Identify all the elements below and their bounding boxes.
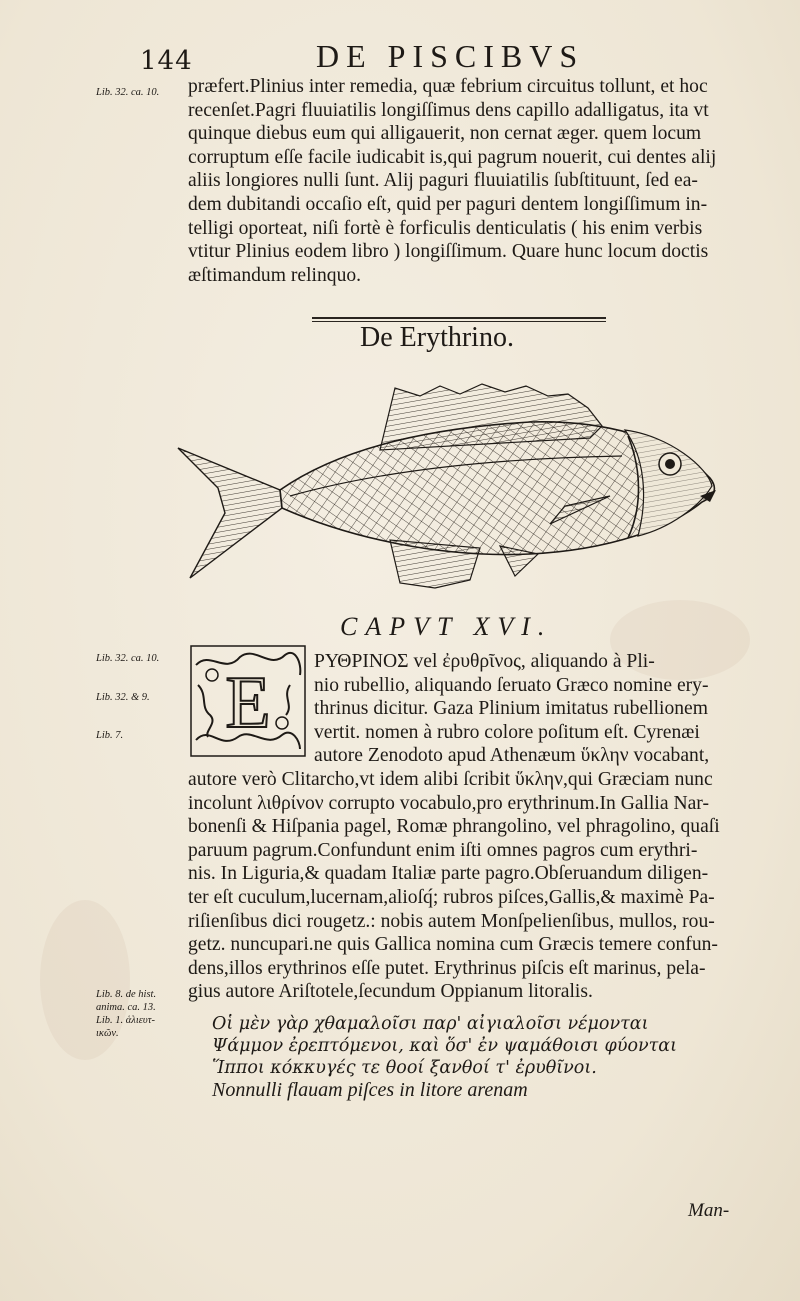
text-line: dem dubitandi occaſio eſt, quid per paguri dentem longiſſimum in-	[188, 193, 708, 215]
text-line: paruum pagrum.Confundunt enim iſti omnes pagros cum erythri-	[188, 839, 698, 861]
text-line: thrinus dicitur. Gaza Plinium imitatus rubellionem	[314, 698, 708, 720]
margin-note: ικῶν.	[96, 1028, 119, 1039]
decorated-initial	[190, 645, 306, 757]
text-line: incolunt λιθρίνον corrupto vocabulo,pro erythrinum.In Gallia Nar-	[188, 792, 709, 814]
text-line: autore verò Clitarcho,vt idem alibi ſcribit ὕκλην,qui Græciam nunc	[188, 769, 713, 790]
margin-note: Lib. 7.	[96, 730, 124, 741]
text-line: æſtimandum relinquo.	[188, 264, 362, 286]
fish-woodcut-illustration	[170, 378, 730, 608]
text-line: getz. nuncupari.ne quis Gallica nomina cum Græcis temere confun-	[188, 934, 718, 956]
text-line: ΡΥΘΡΙΝΟΣ vel ἐρυθρῖνος, aliquando à Pli-	[314, 651, 655, 672]
initial-letter: E	[225, 662, 271, 744]
text-line: recenſet.Pagri fluuiatilis longiſſimus dens capillo adalligatus, ita vt	[188, 99, 709, 121]
page-number: 144	[140, 46, 193, 76]
text-line: nio rubellio, aliquando ſeruato Græco nomine ery-	[314, 674, 709, 696]
body-main	[188, 768, 768, 1004]
margin-note: Lib. 32. & 9.	[96, 692, 150, 703]
verse-line: Οἱ μὲν γὰρ χθαμαλοῖσι παρ' αἰγιαλοῖσι νέμονται	[212, 1014, 649, 1034]
chapter-heading: CAPVT XVI.	[340, 612, 553, 641]
top-paragraph	[188, 75, 753, 287]
text-line: quinque diebus eum qui alligauerit, non cernat æger. quem locum	[188, 123, 702, 145]
catchword: Man-	[688, 1200, 730, 1221]
verse-line: Ψάμμον ἐρεπτόμενοι, καὶ ὅσ' ἐν ψαμάθοισι φύονται	[212, 1036, 677, 1056]
text-line: autore Zenodoto apud Athenæum ὕκλην vocabant,	[314, 745, 710, 767]
margin-note: anima. ca. 13.	[96, 1002, 156, 1013]
text-line: riſienſibus dici rougetz.: nobis autem Monſpelienſibus, mullos, rou-	[188, 910, 715, 932]
text-line: ter eſt cuculum,lucernam,alioſq́; rubros piſces,Gallis,& maximè Pa-	[188, 886, 715, 908]
text-line: bonenſi & Hiſpania pagel, Romæ phrangolino, vel phragolino, quaſi	[188, 816, 720, 838]
margin-note: Lib. 8. de hist.	[96, 989, 157, 1000]
section-rule	[312, 317, 606, 320]
text-line: gius autore Ariſtotele,ſecundum Oppianum litoralis.	[188, 981, 593, 1003]
text-line: telligi oporteat, niſi fortè è forficulis denticulatis ( his enim verbis	[188, 217, 703, 239]
text-line: aliis longiores nulli ſunt. Alij paguri fluuiatilis ſubſtituunt, ſed ea-	[188, 170, 698, 192]
section-heading: De Erythrino.	[360, 322, 514, 353]
text-line: præfert.Plinius inter remedia, quæ febrium circuitus tollunt, et hoc	[188, 76, 708, 97]
text-line: vertit. nomen à rubro colore poſitum eſt. Cyrenæi	[314, 721, 700, 743]
text-line: nis. In Liguria,& quadam Italiæ parte pagro.Obſeruandum diligen-	[188, 863, 709, 885]
text-line: corruptum eſſe facile iudicabit is,qui pagrum nouerit, cui dentes alij	[188, 146, 717, 168]
text-line: dens,illos erythrinos eſſe putet. Erythrinus piſcis eſt marinus, pela-	[188, 957, 706, 979]
running-head	[140, 38, 660, 78]
margin-note: Lib. 1. ἁλιευτ-	[96, 1015, 155, 1026]
margin-note: Lib. 32. ca. 10.	[96, 87, 160, 98]
running-title: DE PISCIBVS	[316, 38, 585, 74]
verse-line: Ἵπποι κόκκυγές τε θοοί ξανθοί τ' ἐρυθῖνοι.	[212, 1058, 597, 1078]
margin-note: Lib. 32. ca. 10.	[96, 653, 160, 664]
greek-verse	[212, 1013, 772, 1101]
text-line: vtitur Plinius eodem libro ) longiſſimum. Quare hunc locum doctis	[188, 241, 709, 263]
body-beside-initial	[314, 650, 769, 768]
verse-line-latin: Nonnulli flauam piſces in litore arenam	[212, 1079, 528, 1101]
